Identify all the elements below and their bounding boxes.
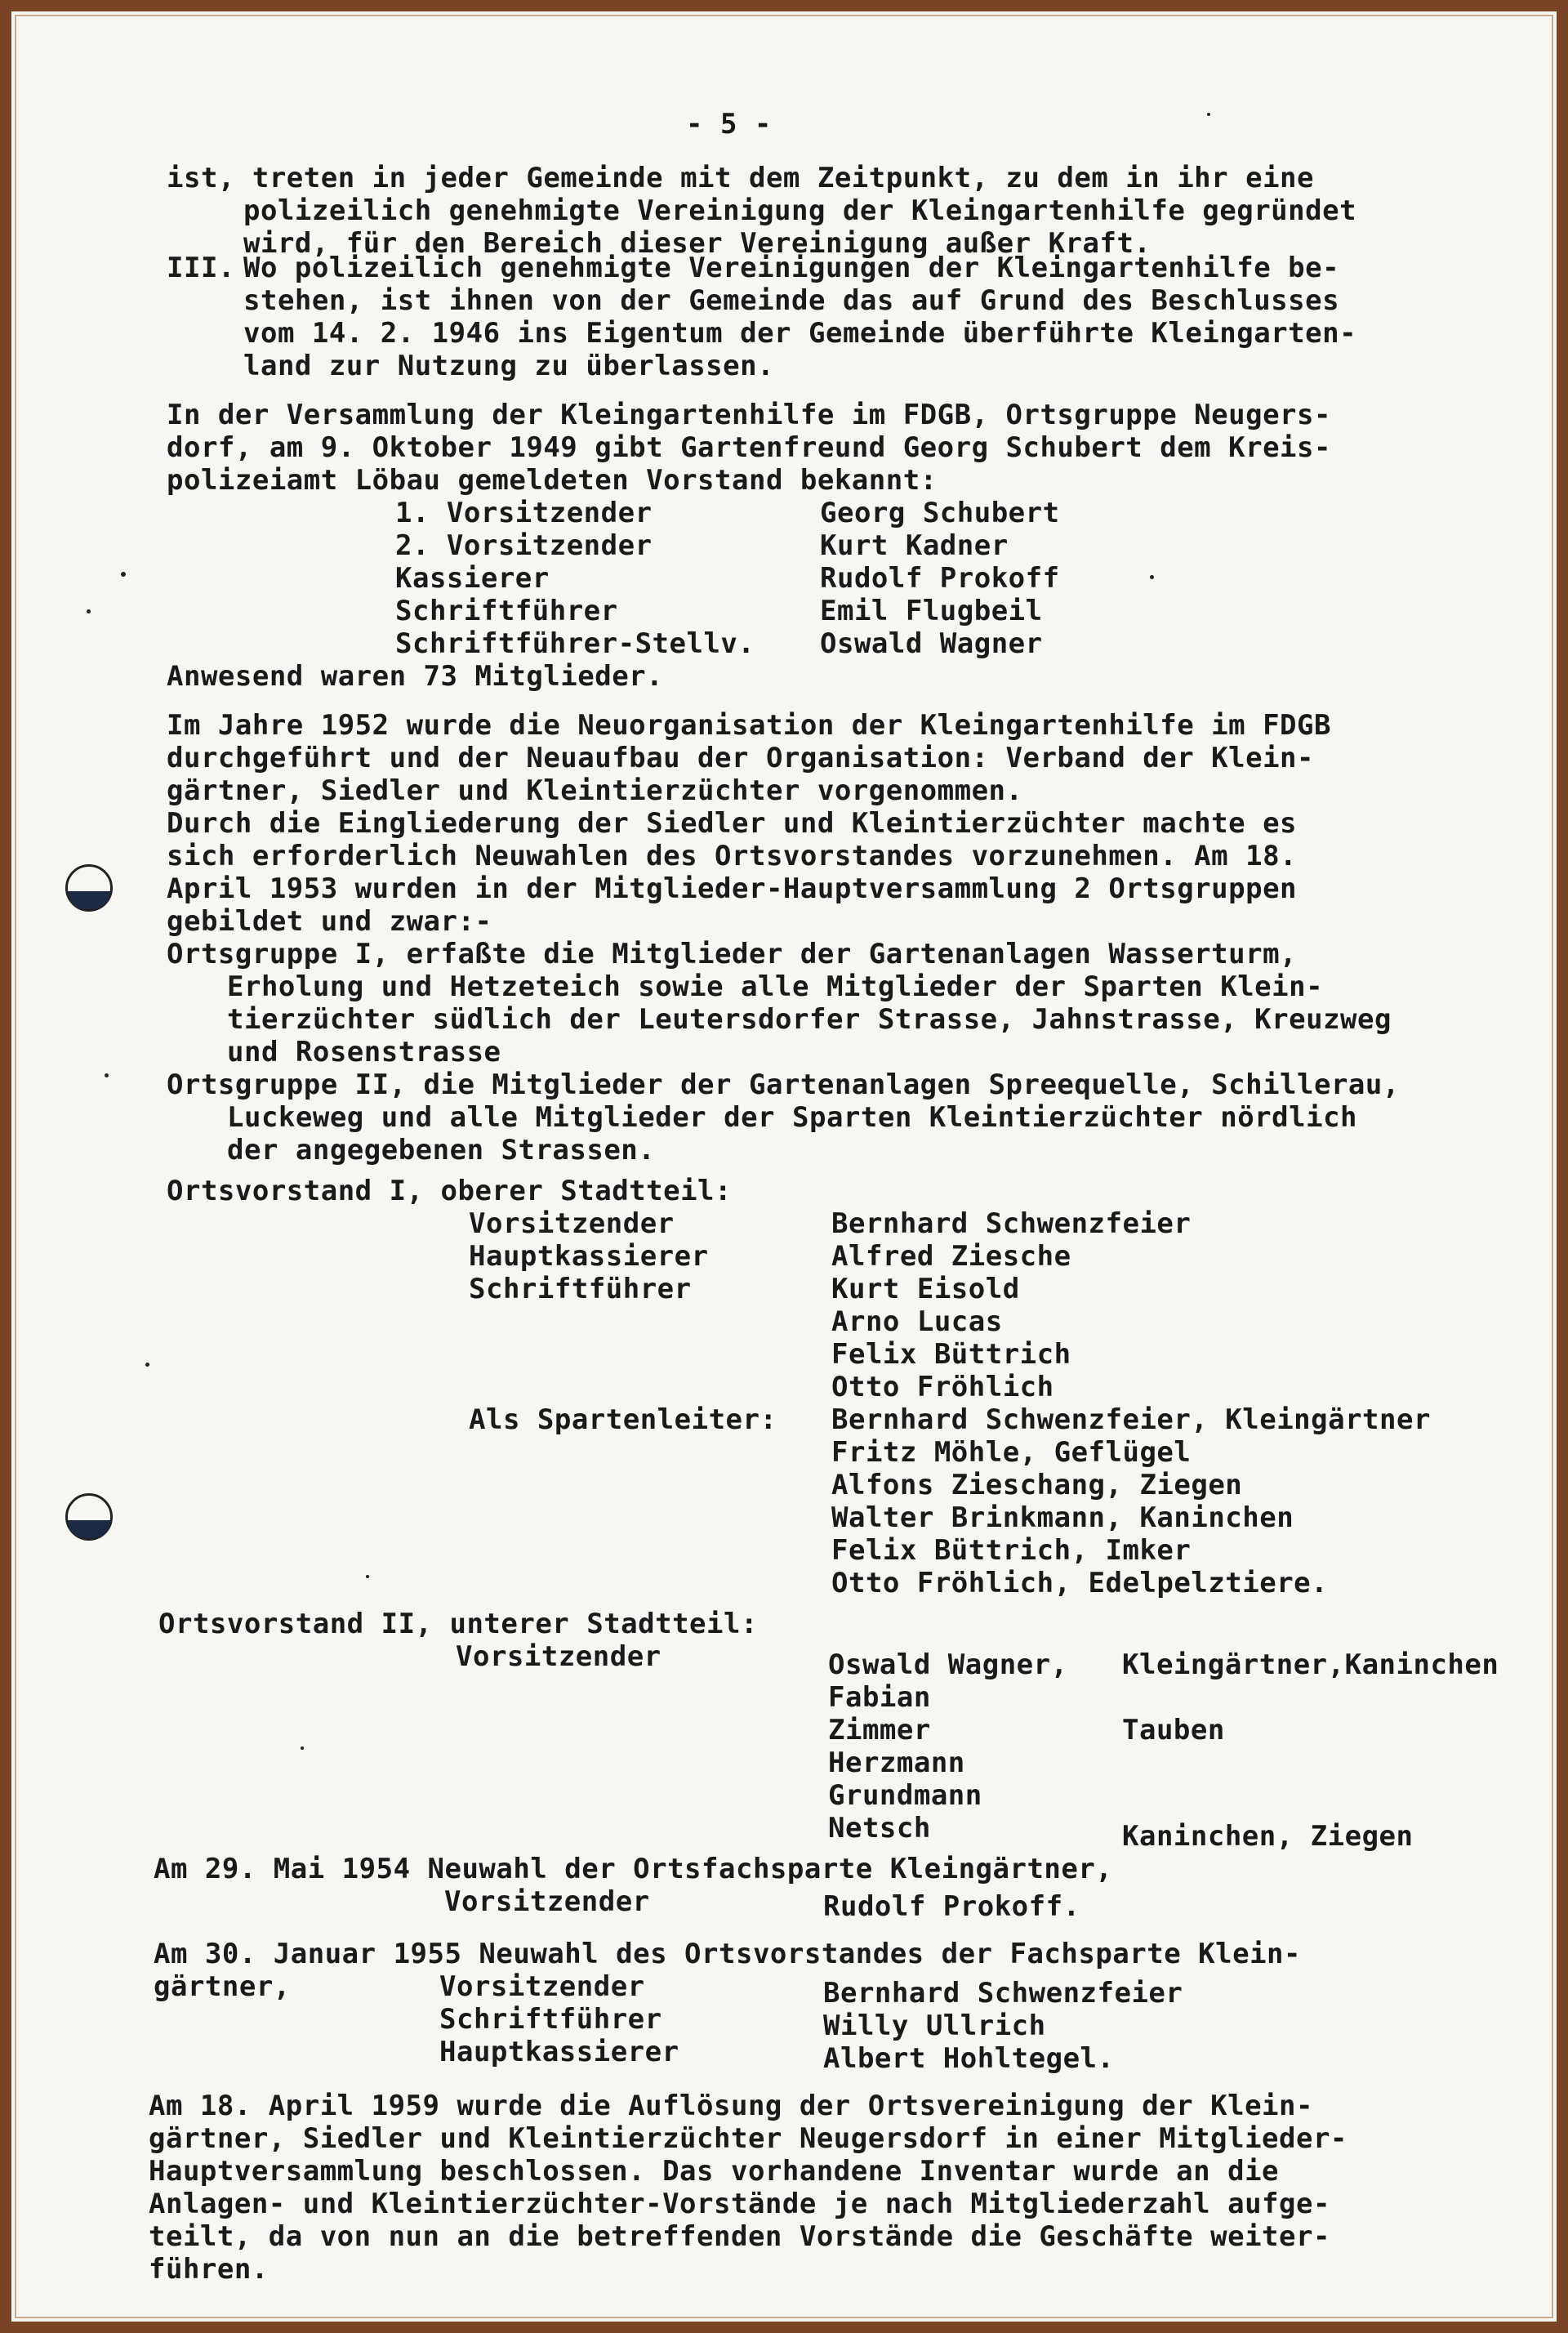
paragraph-line: gärtner, Siedler und Kleintierzüchter Neugersdorf in einer Mitglieder- <box>149 2122 1348 2155</box>
ortsgruppe-line: Erholung und Hetzeteich sowie alle Mitglieder der Sparten Klein- <box>227 970 1324 1003</box>
member-note: Tauben <box>1122 1714 1225 1746</box>
speck-artifact <box>366 1575 369 1578</box>
board-name: Georg Schubert <box>820 497 1060 529</box>
member-name: Oswald Wagner, <box>828 1648 1068 1681</box>
ortsvorstand-heading: Ortsvorstand I, oberer Stadtteil: <box>167 1175 733 1207</box>
ortsgruppe-line: Ortsgruppe II, die Mitglieder der Gartenanlagen Spreequelle, Schillerau, <box>167 1068 1400 1101</box>
document-page <box>23 23 1545 2310</box>
member-name: Grundmann <box>828 1779 982 1812</box>
paragraph-line: führen. <box>149 2253 269 2286</box>
ortsvorstand-heading: Ortsvorstand II, unterer Stadtteil: <box>158 1608 758 1640</box>
officer-role: Vorsitzender <box>439 1970 645 2003</box>
member-name: Fabian <box>828 1681 931 1714</box>
member-name: Herzmann <box>828 1746 965 1779</box>
officer-name: Bernhard Schwenzfeier <box>823 1977 1183 2010</box>
paragraph-line: Anlagen- und Kleintierzüchter-Vorstände je nach Mitgliederzahl aufge- <box>149 2188 1330 2220</box>
paragraph-line: April 1953 wurden in der Mitglieder-Hauptversammlung 2 Ortsgruppen <box>167 872 1298 905</box>
board-name: Oswald Wagner <box>820 627 1043 660</box>
section-numeral: III. <box>167 252 235 284</box>
spartenleiter-entry: Felix Büttrich, Imker <box>831 1534 1192 1567</box>
section-line: vom 14. 2. 1946 ins Eigentum der Gemeinde überführte Kleingarten- <box>243 317 1357 350</box>
speck-artifact <box>1150 575 1154 579</box>
board-role: 1. Vorsitzender <box>395 497 653 529</box>
attendance: Anwesend waren 73 Mitglieder. <box>167 660 664 693</box>
officer-name: Alfred Ziesche <box>831 1240 1071 1273</box>
board-name: Emil Flugbeil <box>820 595 1043 627</box>
officer-role: Schriftführer <box>469 1273 692 1305</box>
paragraph-line: teilt, da von nun an die betreffenden Vorstände die Geschäfte weiter- <box>149 2220 1330 2253</box>
speck-artifact <box>105 1073 109 1077</box>
spartenleiter-entry: Fritz Möhle, Geflügel <box>831 1436 1192 1469</box>
board-role: 2. Vorsitzender <box>395 529 653 562</box>
paragraph-line: Hauptversammlung beschlossen. Das vorhandene Inventar wurde an die <box>149 2155 1280 2188</box>
spartenleiter-entry: Alfons Zieschang, Ziegen <box>831 1469 1243 1501</box>
ortsgruppe-line: Ortsgruppe I, erfaßte die Mitglieder der Gartenanlagen Wasserturm, <box>167 938 1298 970</box>
paragraph-line: gärtner, Siedler und Kleintierzüchter vorgenommen. <box>167 774 1023 807</box>
officer-role: Hauptkassierer <box>439 2036 679 2068</box>
speck-artifact <box>145 1363 149 1367</box>
ortsgruppe-line: und Rosenstrasse <box>227 1036 501 1068</box>
officer-name: Kurt Eisold <box>831 1273 1020 1305</box>
spartenleiter-entry: Walter Brinkmann, Kaninchen <box>831 1501 1294 1534</box>
section-line: land zur Nutzung zu überlassen. <box>243 350 775 382</box>
election-line: gärtner, <box>154 1970 291 2003</box>
intro-line: polizeilich genehmigte Vereinigung der Kleingartenhilfe gegründet <box>243 194 1357 227</box>
ortsgruppe-line: der angegebenen Strassen. <box>227 1134 656 1166</box>
paragraph-line: sich erforderlich Neuwahlen des Ortsvorstandes vorzunehmen. Am 18. <box>167 840 1298 872</box>
member-note: Kaninchen, Ziegen <box>1122 1820 1414 1853</box>
member-name: Zimmer <box>828 1714 931 1746</box>
officer-name: Arno Lucas <box>831 1305 1003 1338</box>
officer-role: Schriftführer <box>439 2003 662 2036</box>
intro-line: ist, treten in jeder Gemeinde mit dem Zeitpunkt, zu dem in ihr eine <box>167 162 1314 194</box>
election-line: Am 30. Januar 1955 Neuwahl des Ortsvorstandes der Fachsparte Klein- <box>154 1938 1301 1970</box>
board-name: Kurt Kadner <box>820 529 1009 562</box>
board-role: Schriftführer <box>395 595 618 627</box>
paragraph-line: Am 18. April 1959 wurde die Auflösung der Ortsvereinigung der Klein- <box>149 2090 1313 2122</box>
punch-hole-artifact <box>65 1493 113 1541</box>
officer-role: Vorsitzender <box>456 1640 662 1673</box>
election-line: Am 29. Mai 1954 Neuwahl der Ortsfachsparte Kleingärtner, <box>154 1853 1113 1885</box>
paragraph-line: Durch die Eingliederung der Siedler und Kleintierzüchter machte es <box>167 807 1298 840</box>
officer-role: Vorsitzender <box>469 1207 675 1240</box>
officer-name: Bernhard Schwenzfeier <box>831 1207 1192 1240</box>
member-note: Kleingärtner,Kaninchen <box>1122 1648 1499 1681</box>
paragraph-line: In der Versammlung der Kleingartenhilfe im FDGB, Ortsgruppe Neugers- <box>167 399 1331 431</box>
punch-hole-artifact <box>65 864 113 912</box>
intro-line: wird, für den Bereich dieser Vereinigung außer Kraft. <box>243 227 1152 260</box>
paragraph-line: polizeiamt Löbau gemeldeten Vorstand bekannt: <box>167 464 938 497</box>
ortsgruppe-line: Luckeweg und alle Mitglieder der Sparten Kleintierzüchter nördlich <box>227 1101 1358 1134</box>
paragraph-line: gebildet und zwar:- <box>167 905 492 938</box>
officer-role: Hauptkassierer <box>469 1240 709 1273</box>
speck-artifact <box>121 572 126 577</box>
spartenleiter-label: Als Spartenleiter: <box>469 1403 777 1436</box>
speck-artifact <box>87 609 91 613</box>
paragraph-line: dorf, am 9. Oktober 1949 gibt Gartenfreund Georg Schubert dem Kreis- <box>167 431 1331 464</box>
officer-name: Otto Fröhlich <box>831 1371 1054 1403</box>
officer-role: Vorsitzender <box>444 1885 650 1918</box>
section-line: Wo polizeilich genehmigte Vereinigungen der Kleingartenhilfe be- <box>243 252 1340 284</box>
board-role: Kassierer <box>395 562 550 595</box>
member-name: Netsch <box>828 1812 931 1845</box>
speck-artifact <box>1207 113 1210 116</box>
officer-name: Albert Hohltegel. <box>823 2042 1115 2075</box>
officer-name: Felix Büttrich <box>831 1338 1071 1371</box>
officer-name: Rudolf Prokoff. <box>823 1890 1080 1923</box>
speck-artifact <box>301 1746 304 1750</box>
ortsgruppe-line: tierzüchter südlich der Leutersdorfer Strasse, Jahnstrasse, Kreuzweg <box>227 1003 1392 1036</box>
section-line: stehen, ist ihnen von der Gemeinde das auf Grund des Beschlusses <box>243 284 1340 317</box>
paragraph-line: Im Jahre 1952 wurde die Neuorganisation der Kleingartenhilfe im FDGB <box>167 709 1331 742</box>
spartenleiter-entry: Bernhard Schwenzfeier, Kleingärtner <box>831 1403 1431 1436</box>
officer-name: Willy Ullrich <box>823 2010 1046 2042</box>
paragraph-line: durchgeführt und der Neuaufbau der Organisation: Verband der Klein- <box>167 742 1314 774</box>
board-name: Rudolf Prokoff <box>820 562 1060 595</box>
spartenleiter-entry: Otto Fröhlich, Edelpelztiere. <box>831 1567 1329 1599</box>
board-role: Schriftführer-Stellv. <box>395 627 755 660</box>
page-number: - 5 - <box>686 108 772 141</box>
